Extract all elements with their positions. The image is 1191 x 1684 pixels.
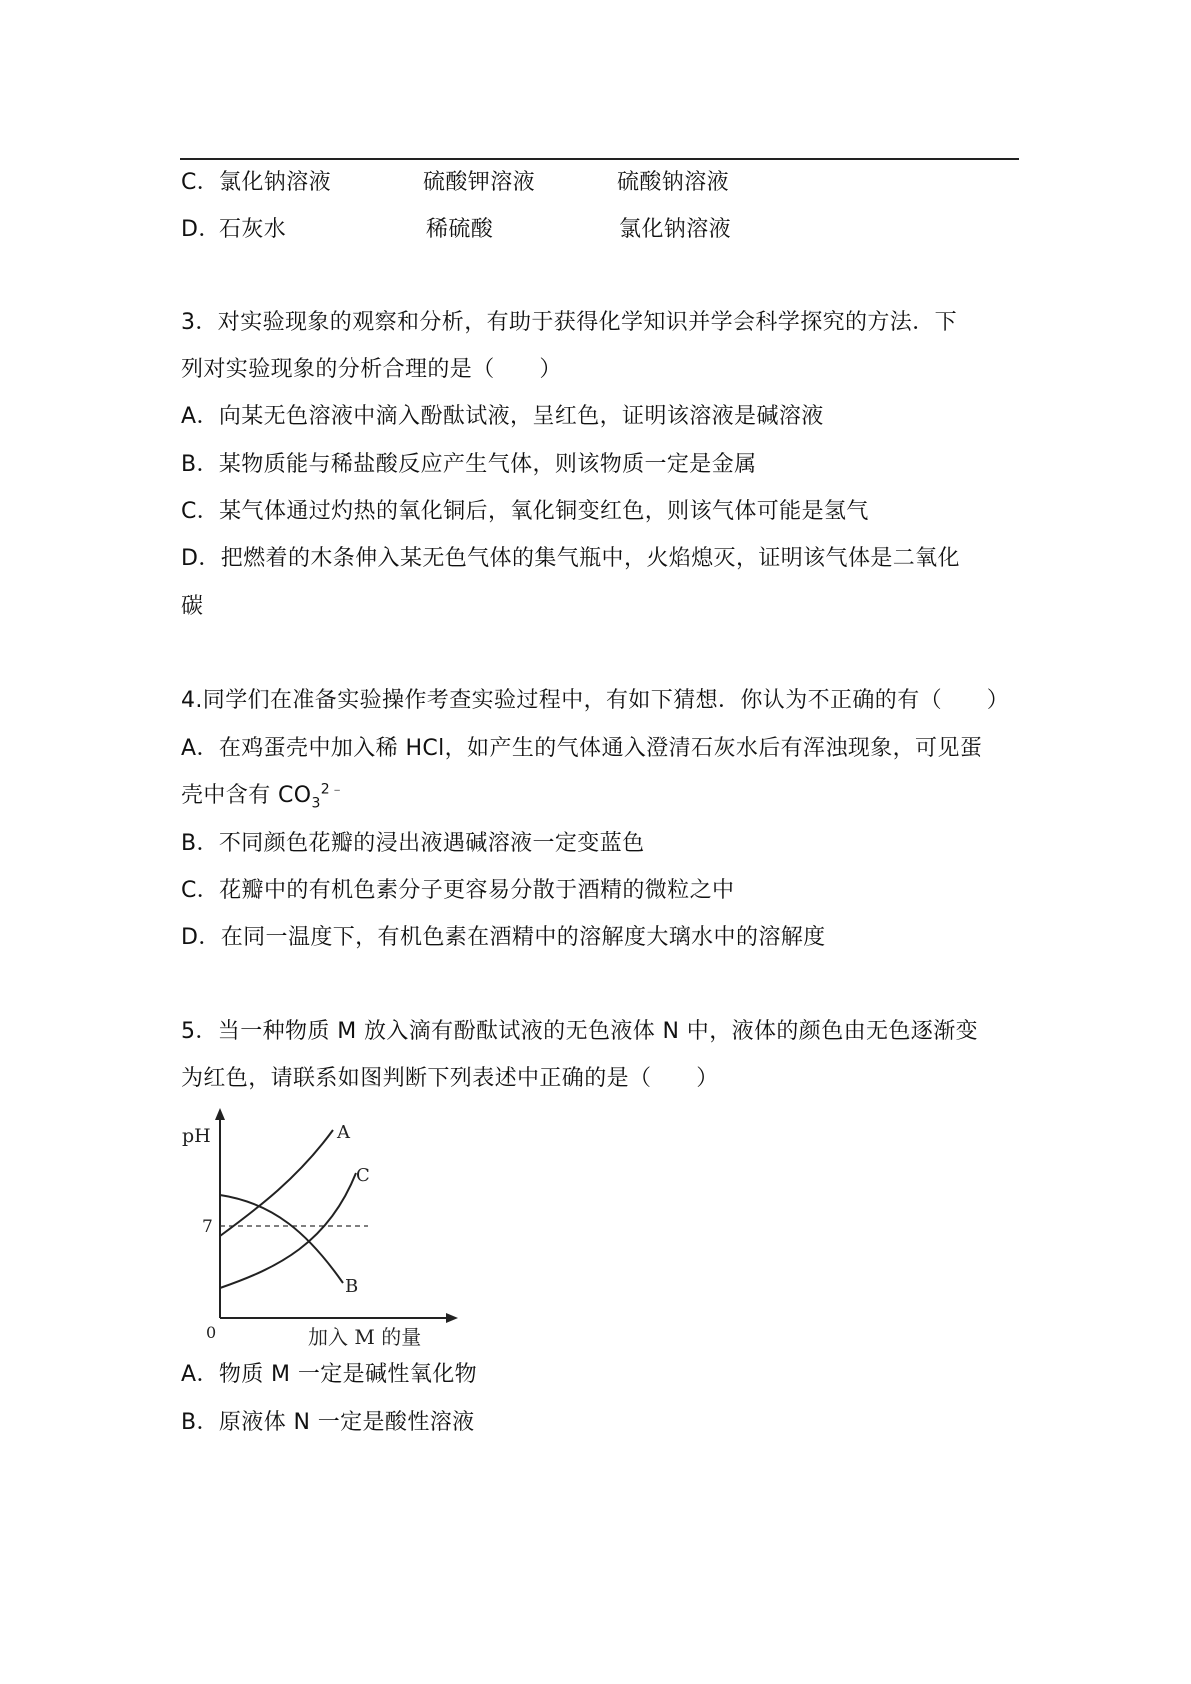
q5-stem-line2: 为红色，请联系如图判断下列表述中正确的是（ ）: [181, 1066, 719, 1091]
prev-option-c-label: C．: [181, 170, 220, 195]
series-c-label: C: [356, 1165, 370, 1186]
q4-option-c: C．花瓣中的有机色素分子更容易分散于酒精的微粒之中: [181, 878, 735, 903]
q3-stem-line1: 3．对实验现象的观察和分析，有助于获得化学知识并学会科学探究的方法．下: [181, 310, 957, 335]
x-axis-label: 加入 M 的量: [308, 1325, 422, 1348]
reference-label: 7: [202, 1217, 213, 1237]
q3-stem-line2: 列对实验现象的分析合理的是（ ）: [181, 357, 562, 382]
q3-option-d-line2: 碳: [181, 594, 204, 619]
q5-option-b: B．原液体 N 一定是酸性溶液: [181, 1410, 475, 1435]
q4-option-a-subscript: 3: [311, 795, 321, 812]
prev-option-d-item-2: 稀硫酸: [426, 217, 494, 242]
header-rule: [180, 158, 1019, 160]
q5-option-a: A．物质 M 一定是碱性氧化物: [181, 1362, 478, 1387]
q3-option-b: B．某物质能与稀盐酸反应产生气体，则该物质一定是金属: [181, 452, 757, 477]
q3-option-a: A．向某无色溶液中滴入酚酞试液，呈红色，证明该溶液是碱溶液: [181, 404, 824, 429]
prev-option-d: [181, 215, 981, 245]
y-axis-label: pH: [182, 1125, 211, 1147]
q3-option-c: C．某气体通过灼热的氧化铜后，氧化铜变红色，则该气体可能是氢气: [181, 499, 869, 524]
prev-option-d-item-1: 石灰水: [219, 217, 287, 242]
q4-option-a-line2-text: 壳中含有 CO: [181, 783, 312, 808]
series-a-line: [220, 1130, 333, 1236]
series-a-label: A: [337, 1122, 350, 1143]
q4-stem: 4.同学们在准备实验操作考查实验过程中，有如下猜想．你认为不正确的有（ ）: [181, 688, 1010, 713]
q4-option-d: D．在同一温度下，有机色素在酒精中的溶解度大璃水中的溶解度: [181, 925, 826, 950]
series-b-line: [220, 1195, 343, 1283]
series-b-label: B: [345, 1276, 359, 1297]
q4-option-a-superscript: 2﹣: [320, 781, 345, 798]
prev-option-d-item-3: 氯化钠溶液: [619, 217, 732, 242]
prev-option-c-item-1: 氯化钠溶液: [219, 170, 332, 195]
prev-option-c: [181, 168, 981, 198]
q4-option-a-line2: [181, 781, 345, 811]
y-axis-arrow: [215, 1108, 225, 1120]
q5-stem-line1: 5．当一种物质 M 放入滴有酚酞试液的无色液体 N 中，液体的颜色由无色逐渐变: [181, 1019, 979, 1044]
x-axis-arrow: [446, 1313, 458, 1323]
series-c-line: [220, 1173, 356, 1288]
prev-option-c-item-2: 硫酸钾溶液: [423, 170, 536, 195]
q3-option-d-line1: D．把燃着的木条伸入某无色气体的集气瓶中，火焰熄灭，证明该气体是二氧化: [181, 546, 960, 571]
prev-option-d-label: D．: [181, 217, 221, 242]
prev-option-c-item-3: 硫酸钠溶液: [617, 170, 730, 195]
q4-option-a-line1: A．在鸡蛋壳中加入稀 HCl，如产生的气体通入澄清石灰水后有浑浊现象，可见蛋: [181, 736, 983, 761]
ph-chart: [178, 1108, 468, 1348]
origin-label: 0: [206, 1323, 217, 1342]
q4-option-b: B．不同颜色花瓣的浸出液遇碱溶液一定变蓝色: [181, 831, 645, 856]
